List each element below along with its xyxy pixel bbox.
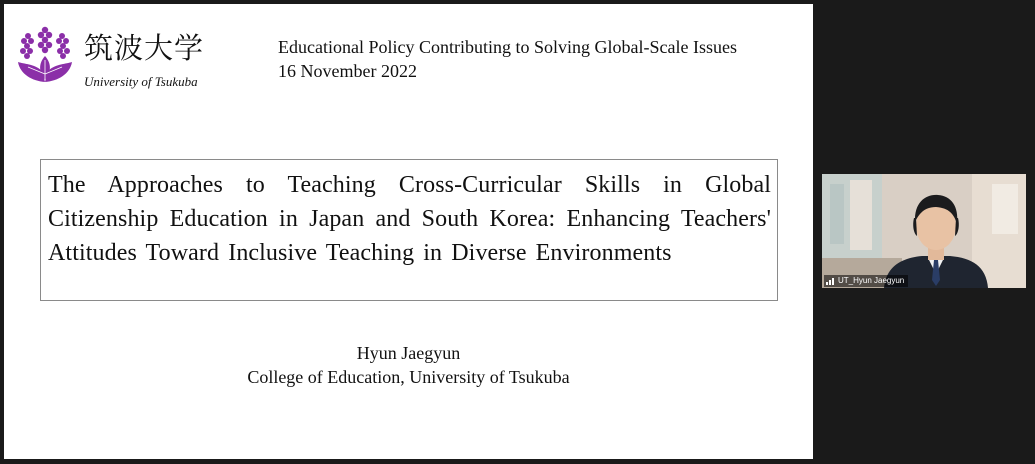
shared-slide xyxy=(4,4,813,459)
paulownia-crest-icon xyxy=(14,24,76,86)
participant-video-tile[interactable] xyxy=(822,174,1026,288)
presentation-title: The Approaches to Teaching Cross-Curricular Skills in Global Citizenship Education in Japan and South Korea: Enhancing Teachers' Attitudes Toward Inclusive Teaching in Diverse Environments xyxy=(48,172,771,266)
author-block xyxy=(4,341,813,389)
author-name: Hyun Jaegyun xyxy=(356,343,461,363)
title-box xyxy=(40,159,778,301)
university-name-english: University of Tsukuba xyxy=(84,74,198,89)
author-affiliation: College of Education, University of Tsukuba xyxy=(247,367,570,387)
participant-name: UT_Hyun Jaegyun xyxy=(838,276,905,285)
university-name-japanese: 筑波大学 xyxy=(84,31,205,65)
signal-strength-icon xyxy=(826,277,836,285)
event-name: Educational Policy Contributing to Solving Global-Scale Issues xyxy=(278,37,737,57)
participant-name-tag xyxy=(824,275,908,287)
participant-video-feed xyxy=(822,174,1026,288)
event-header xyxy=(278,35,737,83)
event-date: 16 November 2022 xyxy=(278,61,417,81)
